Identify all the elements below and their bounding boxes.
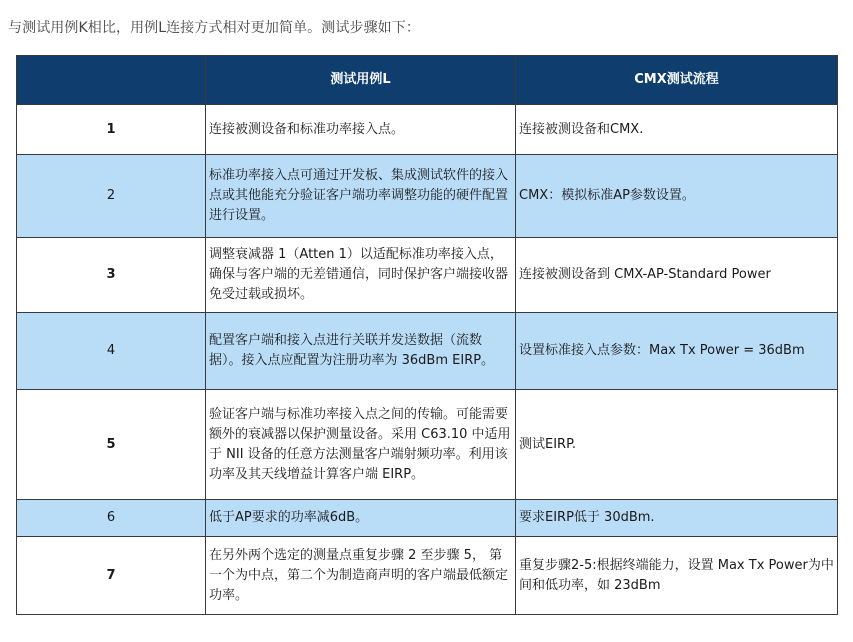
case-l-cell: 连接被测设备和标准功率接入点。 bbox=[206, 105, 516, 155]
table-row bbox=[17, 238, 838, 313]
header-case-l: 测试用例L bbox=[206, 56, 516, 105]
header-step bbox=[17, 56, 206, 105]
table-row bbox=[17, 537, 838, 615]
table-header-row bbox=[17, 56, 838, 105]
intro-text: 与测试用例K相比，用例L连接方式相对更加简单。测试步骤如下： bbox=[8, 20, 420, 36]
cmx-cell: 连接被测设备和CMX. bbox=[516, 105, 838, 155]
table-row bbox=[17, 105, 838, 155]
case-l-cell: 标准功率接入点可通过开发板、集成测试软件的接入点或其他能充分验证客户端功率调整功能的硬件配置进行设置。 bbox=[206, 155, 516, 238]
header-cmx: CMX测试流程 bbox=[516, 56, 838, 105]
step-number: 3 bbox=[17, 238, 206, 313]
table-row bbox=[17, 500, 838, 537]
case-l-cell: 验证客户端与标准功率接入点之间的传输。可能需要额外的衰减器以保护测量设备。采用 C63.10 中适用于 NII 设备的任意方法测量客户端射频功率。利用该功率及其天线增益计算客户端 EIRP。 bbox=[206, 390, 516, 500]
cmx-cell: CMX：模拟标准AP参数设置。 bbox=[516, 155, 838, 238]
cmx-cell: 连接被测设备到 CMX-AP-Standard Power bbox=[516, 238, 838, 313]
table-row bbox=[17, 155, 838, 238]
step-number: 1 bbox=[17, 105, 206, 155]
cmx-cell: 要求EIRP低于 30dBm. bbox=[516, 500, 838, 537]
table-row bbox=[17, 313, 838, 390]
step-number: 7 bbox=[17, 537, 206, 615]
test-steps-table bbox=[16, 55, 838, 615]
case-l-cell: 低于AP要求的功率减6dB。 bbox=[206, 500, 516, 537]
step-number: 5 bbox=[17, 390, 206, 500]
table-row bbox=[17, 390, 838, 500]
step-number: 4 bbox=[17, 313, 206, 390]
case-l-cell: 配置客户端和接入点进行关联并发送数据（流数据）。接入点应配置为注册功率为 36dBm EIRP。 bbox=[206, 313, 516, 390]
step-number: 2 bbox=[17, 155, 206, 238]
case-l-cell: 在另外两个选定的测量点重复步骤 2 至步骤 5， 第一个为中点，第二个为制造商声明的客户端最低额定功率。 bbox=[206, 537, 516, 615]
cmx-cell: 测试EIRP. bbox=[516, 390, 838, 500]
cmx-cell: 重复步骤2-5:根据终端能力，设置 Max Tx Power为中间和低功率，如 23dBm bbox=[516, 537, 838, 615]
case-l-cell: 调整衰减器 1（Atten 1）以适配标准功率接入点，确保与客户端的无差错通信，同时保护客户端接收器免受过载或损坏。 bbox=[206, 238, 516, 313]
step-number: 6 bbox=[17, 500, 206, 537]
cmx-cell: 设置标准接入点参数：Max Tx Power = 36dBm bbox=[516, 313, 838, 390]
